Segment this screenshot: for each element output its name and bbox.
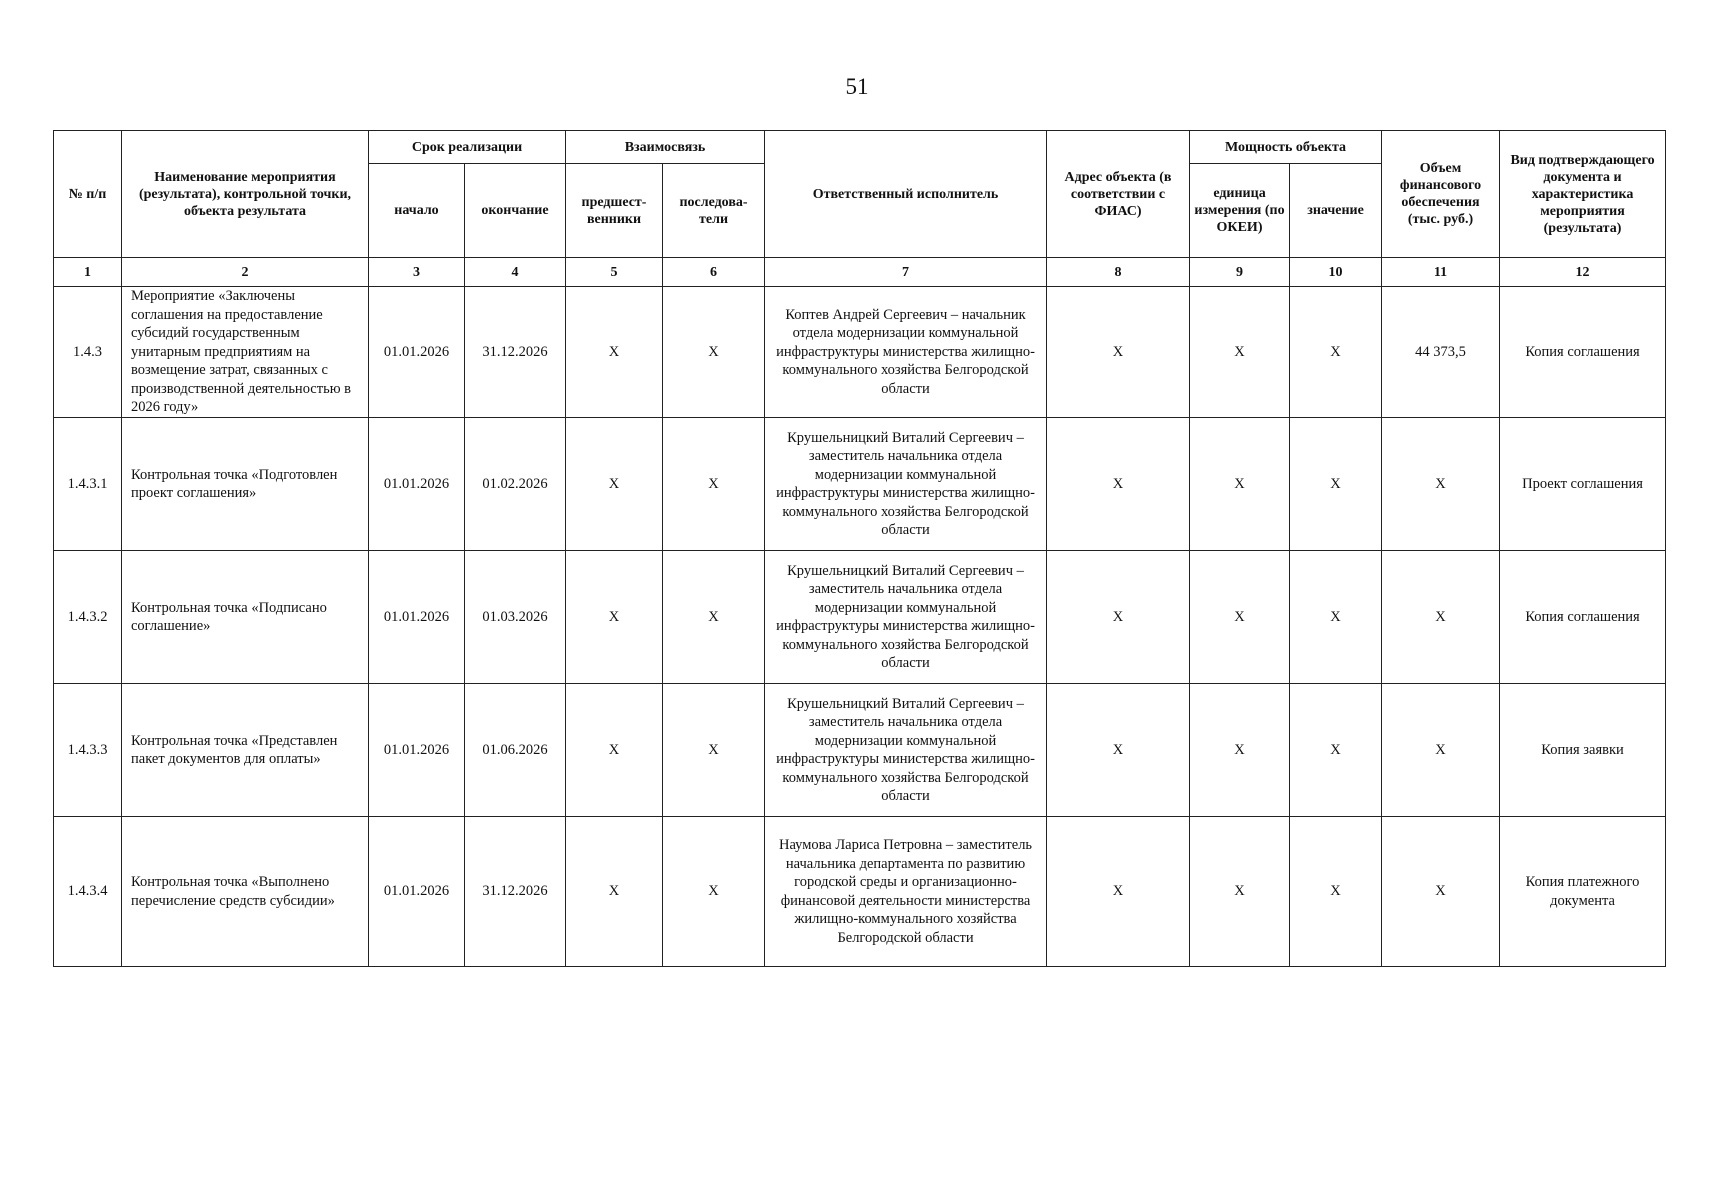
row-funding: Х <box>1382 418 1500 551</box>
table-row <box>54 817 1666 967</box>
row-end: 31.12.2026 <box>465 817 566 967</box>
row-end: 31.12.2026 <box>465 287 566 418</box>
header-link-next: последова-тели <box>663 164 765 258</box>
column-number: 6 <box>663 258 765 287</box>
column-number: 11 <box>1382 258 1500 287</box>
column-number: 5 <box>566 258 663 287</box>
row-name: Мероприятие «Заключены соглашения на предоставление субсидий государственным унитарным предприятиям на возмещение затрат, связанных с производственной деятельностью в 2026 году» <box>122 287 369 418</box>
row-funding: Х <box>1382 817 1500 967</box>
row-responsible: Крушельницкий Виталий Сергеевич – заместитель начальника отдела модернизации коммунальной инфраструктуры министерства жилищно-коммунального хозяйства Белгородской области <box>765 418 1047 551</box>
row-doc: Копия платежного документа <box>1500 817 1666 967</box>
row-address: Х <box>1047 551 1190 684</box>
column-number: 12 <box>1500 258 1666 287</box>
row-end: 01.02.2026 <box>465 418 566 551</box>
row-funding: Х <box>1382 684 1500 817</box>
row-next: Х <box>663 817 765 967</box>
row-doc: Копия заявки <box>1500 684 1666 817</box>
header-term: Срок реализации <box>369 131 566 164</box>
column-number: 9 <box>1190 258 1290 287</box>
row-address: Х <box>1047 684 1190 817</box>
row-funding: 44 373,5 <box>1382 287 1500 418</box>
header-term-end: окончание <box>465 164 566 258</box>
row-end: 01.06.2026 <box>465 684 566 817</box>
row-value: Х <box>1290 684 1382 817</box>
row-start: 01.01.2026 <box>369 817 465 967</box>
column-number: 10 <box>1290 258 1382 287</box>
row-doc: Копия соглашения <box>1500 287 1666 418</box>
row-num: 1.4.3.2 <box>54 551 122 684</box>
row-prev: Х <box>566 287 663 418</box>
row-prev: Х <box>566 551 663 684</box>
header-responsible: Ответственный исполнитель <box>765 131 1047 258</box>
header-capacity: Мощность объекта <box>1190 131 1382 164</box>
row-num: 1.4.3.3 <box>54 684 122 817</box>
row-name: Контрольная точка «Выполнено перечисление средств субсидии» <box>122 817 369 967</box>
row-value: Х <box>1290 287 1382 418</box>
column-number: 7 <box>765 258 1047 287</box>
row-unit: Х <box>1190 684 1290 817</box>
row-num: 1.4.3 <box>54 287 122 418</box>
header-capacity-unit: единица измерения (по ОКЕИ) <box>1190 164 1290 258</box>
row-unit: Х <box>1190 418 1290 551</box>
row-next: Х <box>663 684 765 817</box>
row-responsible: Наумова Лариса Петровна – заместитель начальника департамента по развитию городской среды и организационно-финансовой деятельности министерства жилищно-коммунального хозяйства Белгородской области <box>765 817 1047 967</box>
row-prev: Х <box>566 817 663 967</box>
column-number: 4 <box>465 258 566 287</box>
row-address: Х <box>1047 817 1190 967</box>
header-term-start: начало <box>369 164 465 258</box>
row-unit: Х <box>1190 817 1290 967</box>
row-unit: Х <box>1190 551 1290 684</box>
header-capacity-value: значение <box>1290 164 1382 258</box>
column-number: 3 <box>369 258 465 287</box>
row-unit: Х <box>1190 287 1290 418</box>
column-number: 2 <box>122 258 369 287</box>
header-link: Взаимосвязь <box>566 131 765 164</box>
column-number: 1 <box>54 258 122 287</box>
page-number: 51 <box>845 74 869 99</box>
column-number-row <box>54 258 1666 287</box>
row-start: 01.01.2026 <box>369 684 465 817</box>
row-prev: Х <box>566 418 663 551</box>
row-address: Х <box>1047 287 1190 418</box>
header-doc-type: Вид подтверждающего документа и характеристика мероприятия (результата) <box>1500 131 1666 258</box>
header-row-1 <box>54 131 1666 164</box>
row-next: Х <box>663 551 765 684</box>
header-num: № п/п <box>54 131 122 258</box>
table-row <box>54 418 1666 551</box>
row-responsible: Коптев Андрей Сергеевич – начальник отдела модернизации коммунальной инфраструктуры министерства жилищно-коммунального хозяйства Белгородской области <box>765 287 1047 418</box>
row-start: 01.01.2026 <box>369 418 465 551</box>
row-name: Контрольная точка «Представлен пакет документов для оплаты» <box>122 684 369 817</box>
row-funding: Х <box>1382 551 1500 684</box>
row-start: 01.01.2026 <box>369 287 465 418</box>
header-funding: Объем финансового обеспечения (тыс. руб.) <box>1382 131 1500 258</box>
header-address: Адрес объекта (в соответствии с ФИАС) <box>1047 131 1190 258</box>
row-prev: Х <box>566 684 663 817</box>
row-end: 01.03.2026 <box>465 551 566 684</box>
table-row <box>54 684 1666 817</box>
column-number: 8 <box>1047 258 1190 287</box>
row-start: 01.01.2026 <box>369 551 465 684</box>
row-doc: Проект соглашения <box>1500 418 1666 551</box>
header-name: Наименование мероприятия (результата), контрольной точки, объекта результата <box>122 131 369 258</box>
row-doc: Копия соглашения <box>1500 551 1666 684</box>
row-address: Х <box>1047 418 1190 551</box>
table-row <box>54 287 1666 418</box>
row-value: Х <box>1290 817 1382 967</box>
plan-table <box>53 130 1666 967</box>
row-responsible: Крушельницкий Виталий Сергеевич – заместитель начальника отдела модернизации коммунальной инфраструктуры министерства жилищно-коммунального хозяйства Белгородской области <box>765 684 1047 817</box>
row-name: Контрольная точка «Подготовлен проект соглашения» <box>122 418 369 551</box>
row-value: Х <box>1290 418 1382 551</box>
row-name: Контрольная точка «Подписано соглашение» <box>122 551 369 684</box>
row-next: Х <box>663 287 765 418</box>
row-value: Х <box>1290 551 1382 684</box>
row-responsible: Крушельницкий Виталий Сергеевич – заместитель начальника отдела модернизации коммунальной инфраструктуры министерства жилищно-коммунального хозяйства Белгородской области <box>765 551 1047 684</box>
row-num: 1.4.3.1 <box>54 418 122 551</box>
header-link-prev: предшест-венники <box>566 164 663 258</box>
table-row <box>54 551 1666 684</box>
row-num: 1.4.3.4 <box>54 817 122 967</box>
row-next: Х <box>663 418 765 551</box>
